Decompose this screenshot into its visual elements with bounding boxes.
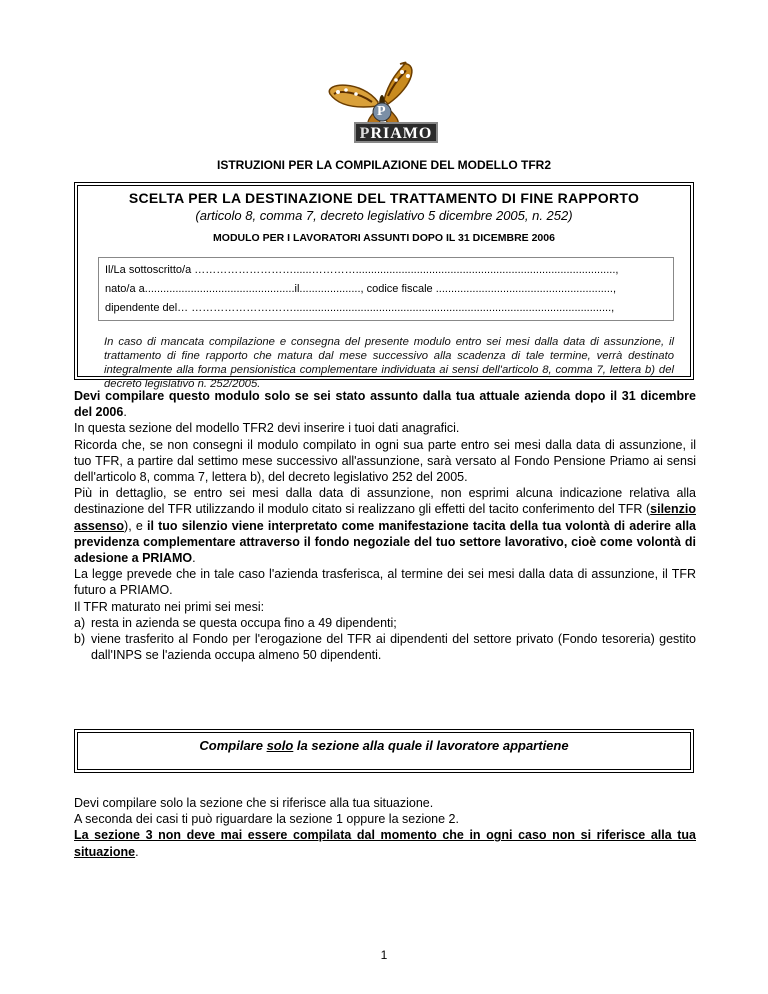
section-notice-text — [75, 738, 693, 753]
form-preview-box — [74, 182, 694, 390]
paragraph-sezione3 — [74, 827, 696, 859]
document-title: ISTRUZIONI PER LA COMPILAZIONE DEL MODELLO TFR2 — [216, 158, 551, 172]
list-item — [74, 631, 696, 663]
form-line-dipendente: dipendente del… ………………….……........................................................................................................, — [105, 302, 615, 314]
dettaglio-end: . — [192, 551, 196, 566]
form-line-nato: nato/a a.................................................il...................., codice fiscale .........................................................., — [105, 283, 617, 295]
list-marker: b) — [74, 632, 86, 647]
tfr-list — [74, 615, 696, 664]
paragraph-dettaglio — [74, 485, 696, 566]
sezione3-bold: La sezione 3 non deve mai essere compilata dal momento che in ogni caso non si riferisce alla tua situazione — [74, 828, 696, 859]
form-line-sottoscritto: Il/La sottoscritto/a ………………………......…………....................................................................................., — [105, 264, 619, 276]
intro-end: . — [123, 405, 127, 420]
form-note: In caso di mancata compilazione e consegna del presente modulo entro sei mesi dalla data di assunzione, il trattamento di fine rapporto che matura dal mese successivo alla scadenza di tale termine, verrà destinato integralmente alla forma pensionistica complementare individuata ai sensi dell'articolo 8, comma 7, lettera b) del decreto legislativo n. 252/2005. — [104, 336, 674, 390]
silenzio-assenso: silenzio assenso — [74, 502, 696, 533]
dettaglio-text-a: Più in dettaglio, se entro sei mesi dalla data di assunzione, non esprimi alcuna indicazione relativa alla destinazione del TFR utilizzando il modulo citato si realizzano gli effetti del tacito conferimento del TFR ( — [74, 486, 696, 517]
list-item-text: viene trasferito al Fondo per l'erogazione del TFR ai dipendenti del settore privato (Fondo tesoreria) gestito dall'INPS se l'azienda occupa almeno 50 dipendenti. — [91, 632, 696, 663]
sections-body — [74, 795, 696, 860]
paragraph-legge: La legge prevede che in tale caso l'azienda trasferisca, al termine dei sei mesi dalla data di assunzione, il TFR futuro a PRIAMO. — [74, 567, 696, 598]
paragraph-tfr-maturato: Il TFR maturato nei primi sei mesi: — [74, 599, 265, 614]
intro-bold: Devi compilare questo modulo solo se sei stato assunto dalla tua attuale azienda dopo il 31 dicembre del 2006 — [74, 389, 696, 420]
form-title: SCELTA PER LA DESTINAZIONE DEL TRATTAMENTO DI FINE RAPPORTO — [128, 190, 640, 206]
dettaglio-text-b: ), e — [124, 518, 147, 533]
paragraph-sezione: Devi compilare solo la sezione che si riferisce alla tua situazione. — [74, 796, 434, 810]
paragraph-dati: In questa sezione del modello TFR2 devi inserire i tuoi dati anagrafici. — [74, 421, 460, 436]
list-item-text: resta in azienda se questa occupa fino a 49 dipendenti; — [91, 615, 397, 630]
list-marker: a) — [74, 615, 86, 630]
form-subtitle: (articolo 8, comma 7, decreto legislativo 5 dicembre 2005, n. 252) — [195, 208, 573, 223]
logo-wordmark: PRIAMO — [354, 122, 438, 143]
section-notice-post: la sezione alla quale il lavoratore appartiene — [293, 738, 569, 753]
section-notice-box — [74, 729, 694, 773]
page-number: 1 — [380, 948, 388, 962]
section-notice-pre: Compilare — [199, 738, 267, 753]
dettaglio-bold: il tuo silenzio viene interpretato come manifestazione tacita della tua volontà di aderire alla previdenza complementare attraverso il fondo negoziale del tuo settore lavorativo, cioè come volontà di adesione a PRIAMO — [74, 518, 696, 566]
instructions-body — [74, 388, 696, 663]
logo-wordmark-text: RIAMO — [370, 125, 433, 142]
section-notice-solo: solo — [266, 738, 294, 753]
logo-letter: P — [377, 104, 386, 119]
paragraph-ricorda: Ricorda che, se non consegni il modulo compilato in ogni sua parte entro sei mesi dalla data di assunzione, il tuo TFR, a partire dal settimo mese successivo all'assunzione, sarà versato al Fondo Pensione Priamo ai sensi dell'articolo 8, comma 7, lettera b), del decreto legislativo 252 del 2005. — [74, 437, 696, 485]
paragraph-intro — [74, 388, 696, 420]
form-fields-box — [98, 257, 674, 321]
paragraph-casi: A seconda dei casi ti può riguardare la sezione 1 oppure la sezione 2. — [74, 812, 459, 827]
sezione3-end: . — [135, 844, 139, 859]
list-item — [74, 615, 696, 631]
form-modulo-heading: MODULO PER I LAVORATORI ASSUNTI DOPO IL 31 DICEMBRE 2006 — [213, 232, 555, 244]
